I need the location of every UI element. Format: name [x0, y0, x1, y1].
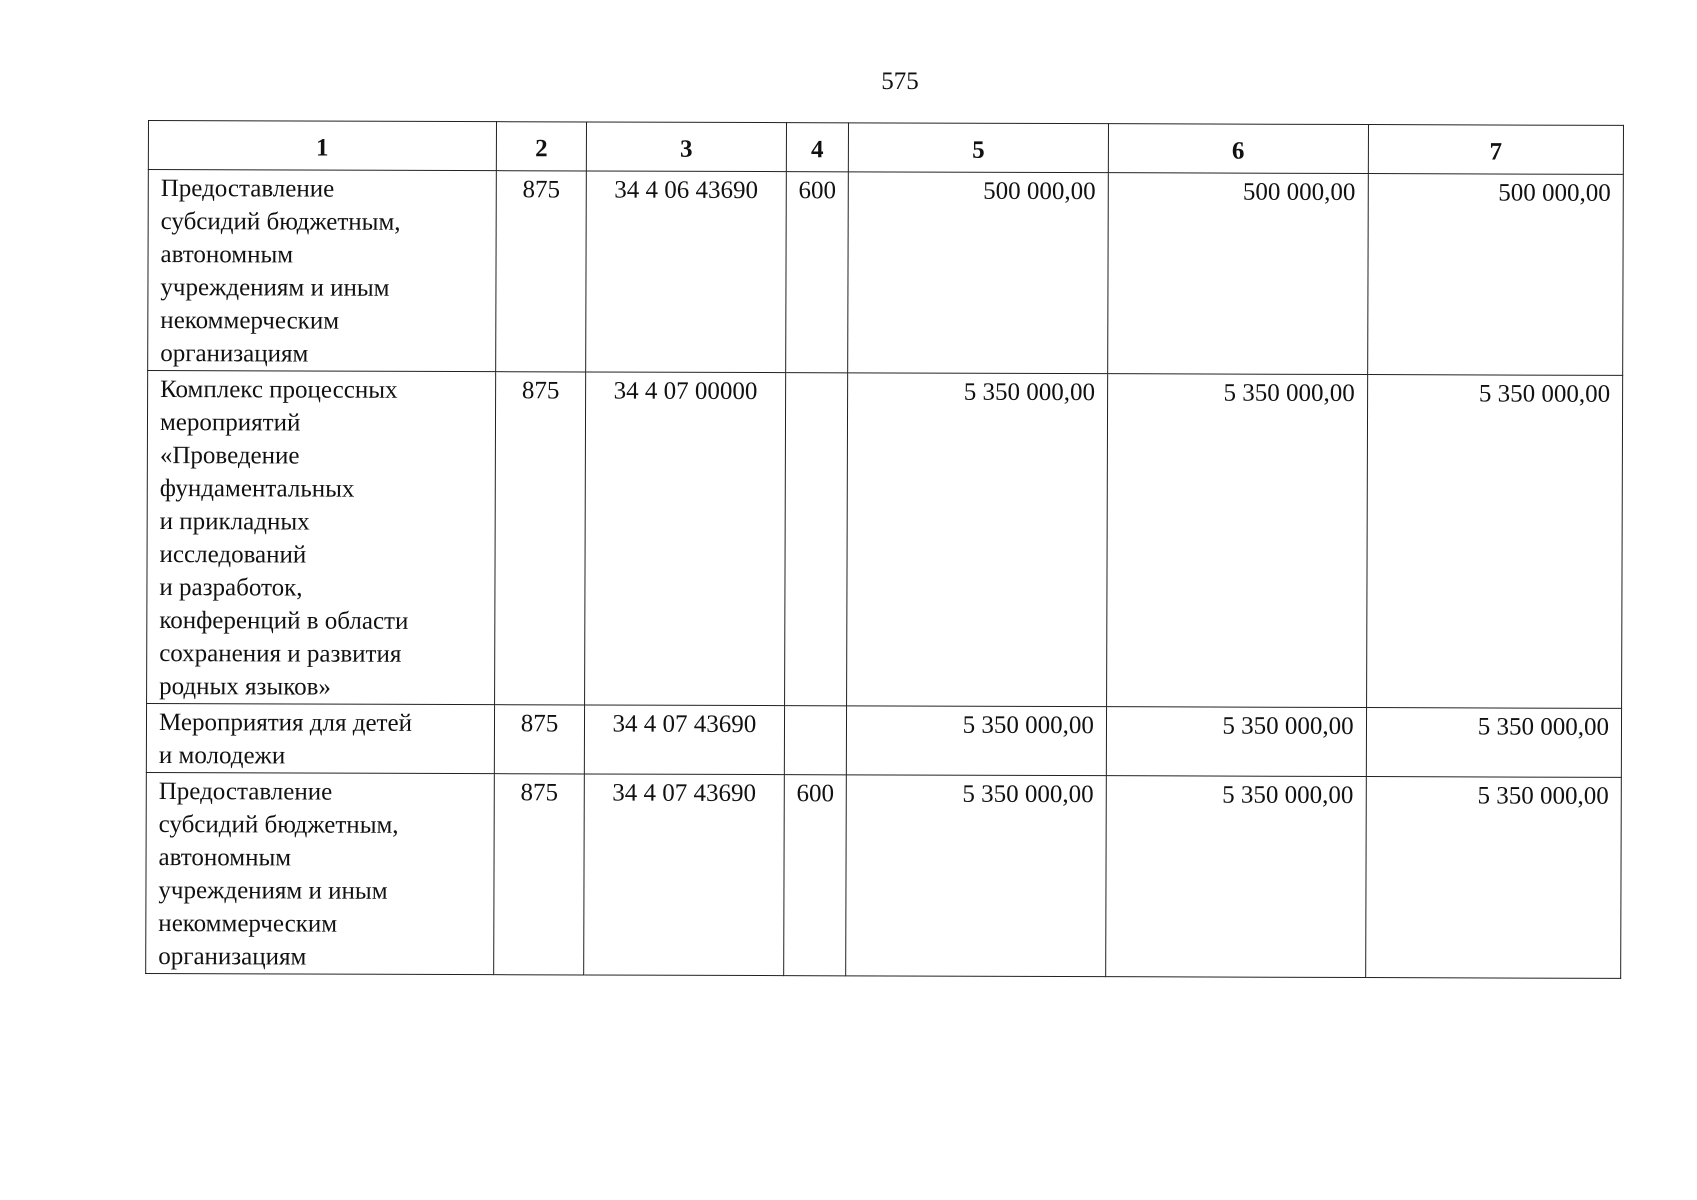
expense-group-cell [784, 373, 848, 706]
name-line: родных языков» [159, 673, 331, 701]
amount-col-6-cell: 500 000,00 [1108, 173, 1368, 375]
table-row [147, 371, 1623, 709]
name-line: организациям [158, 943, 307, 971]
amount-col-7-cell: 500 000,00 [1367, 174, 1623, 376]
name-line: учреждениям и иным [158, 877, 388, 905]
row-name-cell [148, 170, 497, 372]
name-line: и разработок, [159, 574, 303, 602]
name-line: Предоставление [158, 778, 333, 806]
header-row [148, 121, 1623, 175]
header-col-7: 7 [1368, 125, 1624, 175]
amount-col-7-cell: 5 350 000,00 [1365, 777, 1621, 979]
amount-col-5-cell: 5 350 000,00 [846, 706, 1106, 776]
amount-col-6-cell: 5 350 000,00 [1106, 707, 1366, 777]
ministry-code-cell: 875 [494, 705, 585, 774]
ministry-code-cell: 875 [494, 372, 585, 705]
page-number: 575 [881, 68, 919, 95]
header-col-3: 3 [586, 122, 786, 172]
name-line: «Проведение [159, 442, 300, 470]
target-code-cell: 34 4 07 43690 [584, 774, 784, 976]
name-line: некоммерческим [160, 307, 340, 335]
expense-group-cell: 600 [785, 172, 848, 373]
row-name-cell [147, 371, 496, 705]
header-col-2: 2 [496, 122, 586, 171]
header-col-4: 4 [786, 123, 849, 172]
name-line: некоммерческим [158, 910, 338, 938]
table-row [146, 772, 1622, 978]
budget-table [145, 120, 1624, 979]
amount-col-7-cell: 5 350 000,00 [1366, 708, 1622, 778]
name-line: и прикладных [159, 508, 310, 536]
table-header [148, 121, 1623, 175]
amount-col-5-cell: 500 000,00 [848, 172, 1108, 374]
row-name-cell [146, 703, 494, 773]
name-line: учреждениям и иным [160, 274, 390, 302]
name-line: Мероприятия для детей [158, 709, 413, 737]
header-col-6: 6 [1108, 124, 1368, 174]
table-row [146, 703, 1621, 777]
expense-group-cell [784, 706, 847, 775]
amount-col-6-cell: 5 350 000,00 [1106, 374, 1367, 708]
amount-col-6-cell: 5 350 000,00 [1106, 776, 1366, 978]
name-line: субсидий бюджетным, [158, 811, 399, 839]
name-line: сохранения и развития [159, 640, 402, 668]
amount-col-5-cell: 5 350 000,00 [846, 775, 1106, 977]
name-line: субсидий бюджетным, [160, 208, 401, 236]
ministry-code-cell: 875 [496, 171, 587, 372]
name-line: автономным [158, 844, 292, 872]
header-col-5: 5 [848, 123, 1108, 173]
name-line: фундаментальных [159, 475, 355, 503]
name-line: и молодежи [158, 742, 286, 770]
name-line: конференций в области [159, 607, 409, 635]
amount-col-5-cell: 5 350 000,00 [847, 373, 1108, 707]
amount-col-7-cell: 5 350 000,00 [1366, 375, 1622, 709]
target-code-cell: 34 4 07 43690 [584, 705, 784, 775]
name-line: организациям [160, 340, 309, 368]
row-name-cell [146, 772, 495, 974]
name-line: Предоставление [160, 175, 335, 203]
name-line: мероприятий [159, 409, 301, 437]
header-col-1: 1 [148, 121, 496, 171]
name-line: Комплекс процессных [160, 376, 398, 404]
table-row [148, 170, 1624, 376]
target-code-cell: 34 4 06 43690 [586, 171, 786, 373]
expense-group-cell: 600 [783, 775, 846, 976]
target-code-cell: 34 4 07 00000 [585, 372, 786, 706]
name-line: автономным [160, 241, 294, 269]
table-body [146, 170, 1624, 979]
name-line: исследований [159, 541, 307, 569]
ministry-code-cell: 875 [494, 774, 585, 975]
